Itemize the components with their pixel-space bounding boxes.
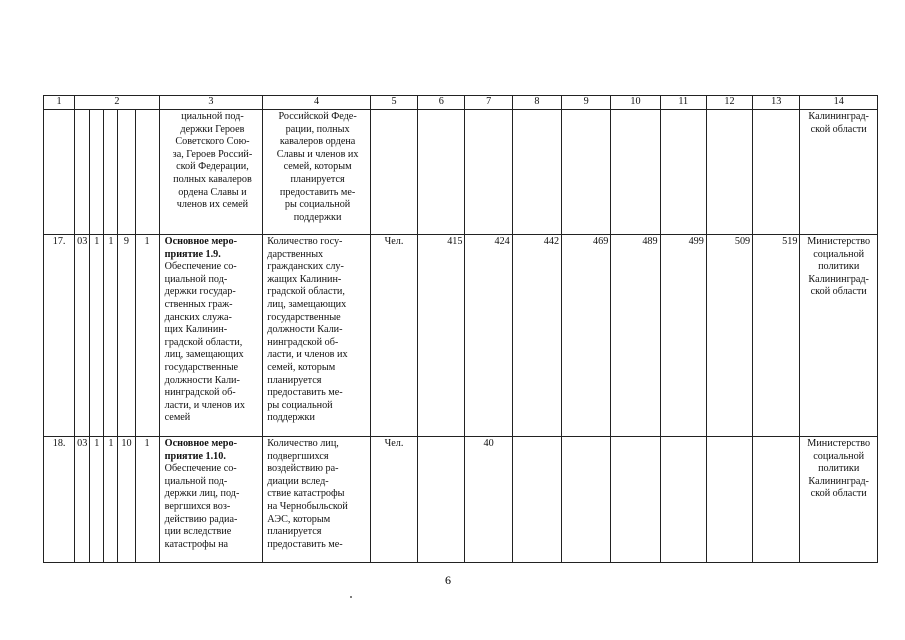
header-cell: 7 <box>465 96 512 110</box>
value-cell <box>512 437 561 563</box>
header-cell: 11 <box>660 96 706 110</box>
measure-description: Обеспечение со- циальной под- держки государ- ственных граж- данских служа- щих Калинин- градской области, лиц, замещающих государственные должности Кали- нинградской об- ласти, и членов их семей <box>164 261 245 424</box>
value-cell: 415 <box>418 235 465 437</box>
value-cell <box>562 437 611 563</box>
executor-text: Министерство социальной политики Калининград- ской области <box>800 437 878 563</box>
value-cell: 424 <box>465 235 512 437</box>
value-cell: 469 <box>562 235 611 437</box>
value-cell <box>418 437 465 563</box>
header-cell: 3 <box>159 96 263 110</box>
executor-text: Калининград- ской области <box>800 110 878 235</box>
value-cell <box>660 437 706 563</box>
header-cell: 12 <box>706 96 752 110</box>
code-cell: 10 <box>118 437 135 563</box>
measure-title: Основное меро- приятие 1.10. <box>164 438 237 462</box>
value-cell: 519 <box>753 235 800 437</box>
header-cell: 10 <box>611 96 660 110</box>
unit-cell: Чел. <box>370 235 417 437</box>
code-cell: 1 <box>135 437 159 563</box>
scan-speck <box>350 596 352 598</box>
header-cell: 5 <box>370 96 417 110</box>
executor-text: Министерство социальной политики Калининград- ской области <box>800 235 878 437</box>
code-cell: 1 <box>104 437 118 563</box>
code-cell: 9 <box>118 235 135 437</box>
header-cell: 13 <box>753 96 800 110</box>
code-cell: 03 <box>75 235 90 437</box>
page-number: 6 <box>445 573 451 587</box>
header-row <box>44 96 878 110</box>
measure-cell <box>159 235 263 437</box>
measure-description: Обеспечение со- циальной под- держки лиц, под- вергшихся воз- действию радиа- ции вследствие катастрофы на <box>164 463 240 550</box>
value-cell <box>706 437 752 563</box>
header-cell: 8 <box>512 96 561 110</box>
measure-cell <box>159 437 263 563</box>
code-cell: 1 <box>90 235 104 437</box>
value-cell: 489 <box>611 235 660 437</box>
code-cell: 1 <box>104 235 118 437</box>
header-cell: 1 <box>44 96 75 110</box>
measure-description: циальной под- держки Героев Советского Сою- за, Героев Россий- ской Федерации, полных кавалеров ордена Славы и членов их семей <box>159 110 263 235</box>
code-cell: 03 <box>75 437 90 563</box>
row-number: 18. <box>44 437 75 563</box>
code-cell: 1 <box>135 235 159 437</box>
value-cell: 509 <box>706 235 752 437</box>
header-cell: 2 <box>75 96 159 110</box>
value-cell <box>611 437 660 563</box>
header-cell: 6 <box>418 96 465 110</box>
indicator-text: Российской Феде- рации, полных кавалеров ордена Славы и членов их семей, которым планируется предоставить ме- ры социальной поддержки <box>263 110 371 235</box>
unit-cell: Чел. <box>370 437 417 563</box>
indicator-text: Количество лиц, подвергшихся воздействию ра- диации вслед- ствие катастрофы на Чернобыльской АЭС, которым планируется предоставить ме- <box>263 437 371 563</box>
value-cell <box>753 437 800 563</box>
table-row <box>44 235 878 437</box>
value-cell: 40 <box>465 437 512 563</box>
row-number: 17. <box>44 235 75 437</box>
document-table-container <box>43 95 878 563</box>
header-cell: 14 <box>800 96 878 110</box>
program-table <box>43 95 878 563</box>
indicator-text: Количество госу- дарственных гражданских слу- жащих Калинин- градской области, лиц, замещающих государственные должности Кали- нинградской об- ласти, и членов их семей, которым планируется предоставить ме- ры социальной поддержки <box>263 235 371 437</box>
header-cell: 4 <box>263 96 371 110</box>
code-cell: 1 <box>90 437 104 563</box>
measure-title: Основное меро- приятие 1.9. <box>164 236 237 260</box>
value-cell: 499 <box>660 235 706 437</box>
table-row <box>44 437 878 563</box>
continuation-row <box>44 110 878 235</box>
header-cell: 9 <box>562 96 611 110</box>
value-cell: 442 <box>512 235 561 437</box>
